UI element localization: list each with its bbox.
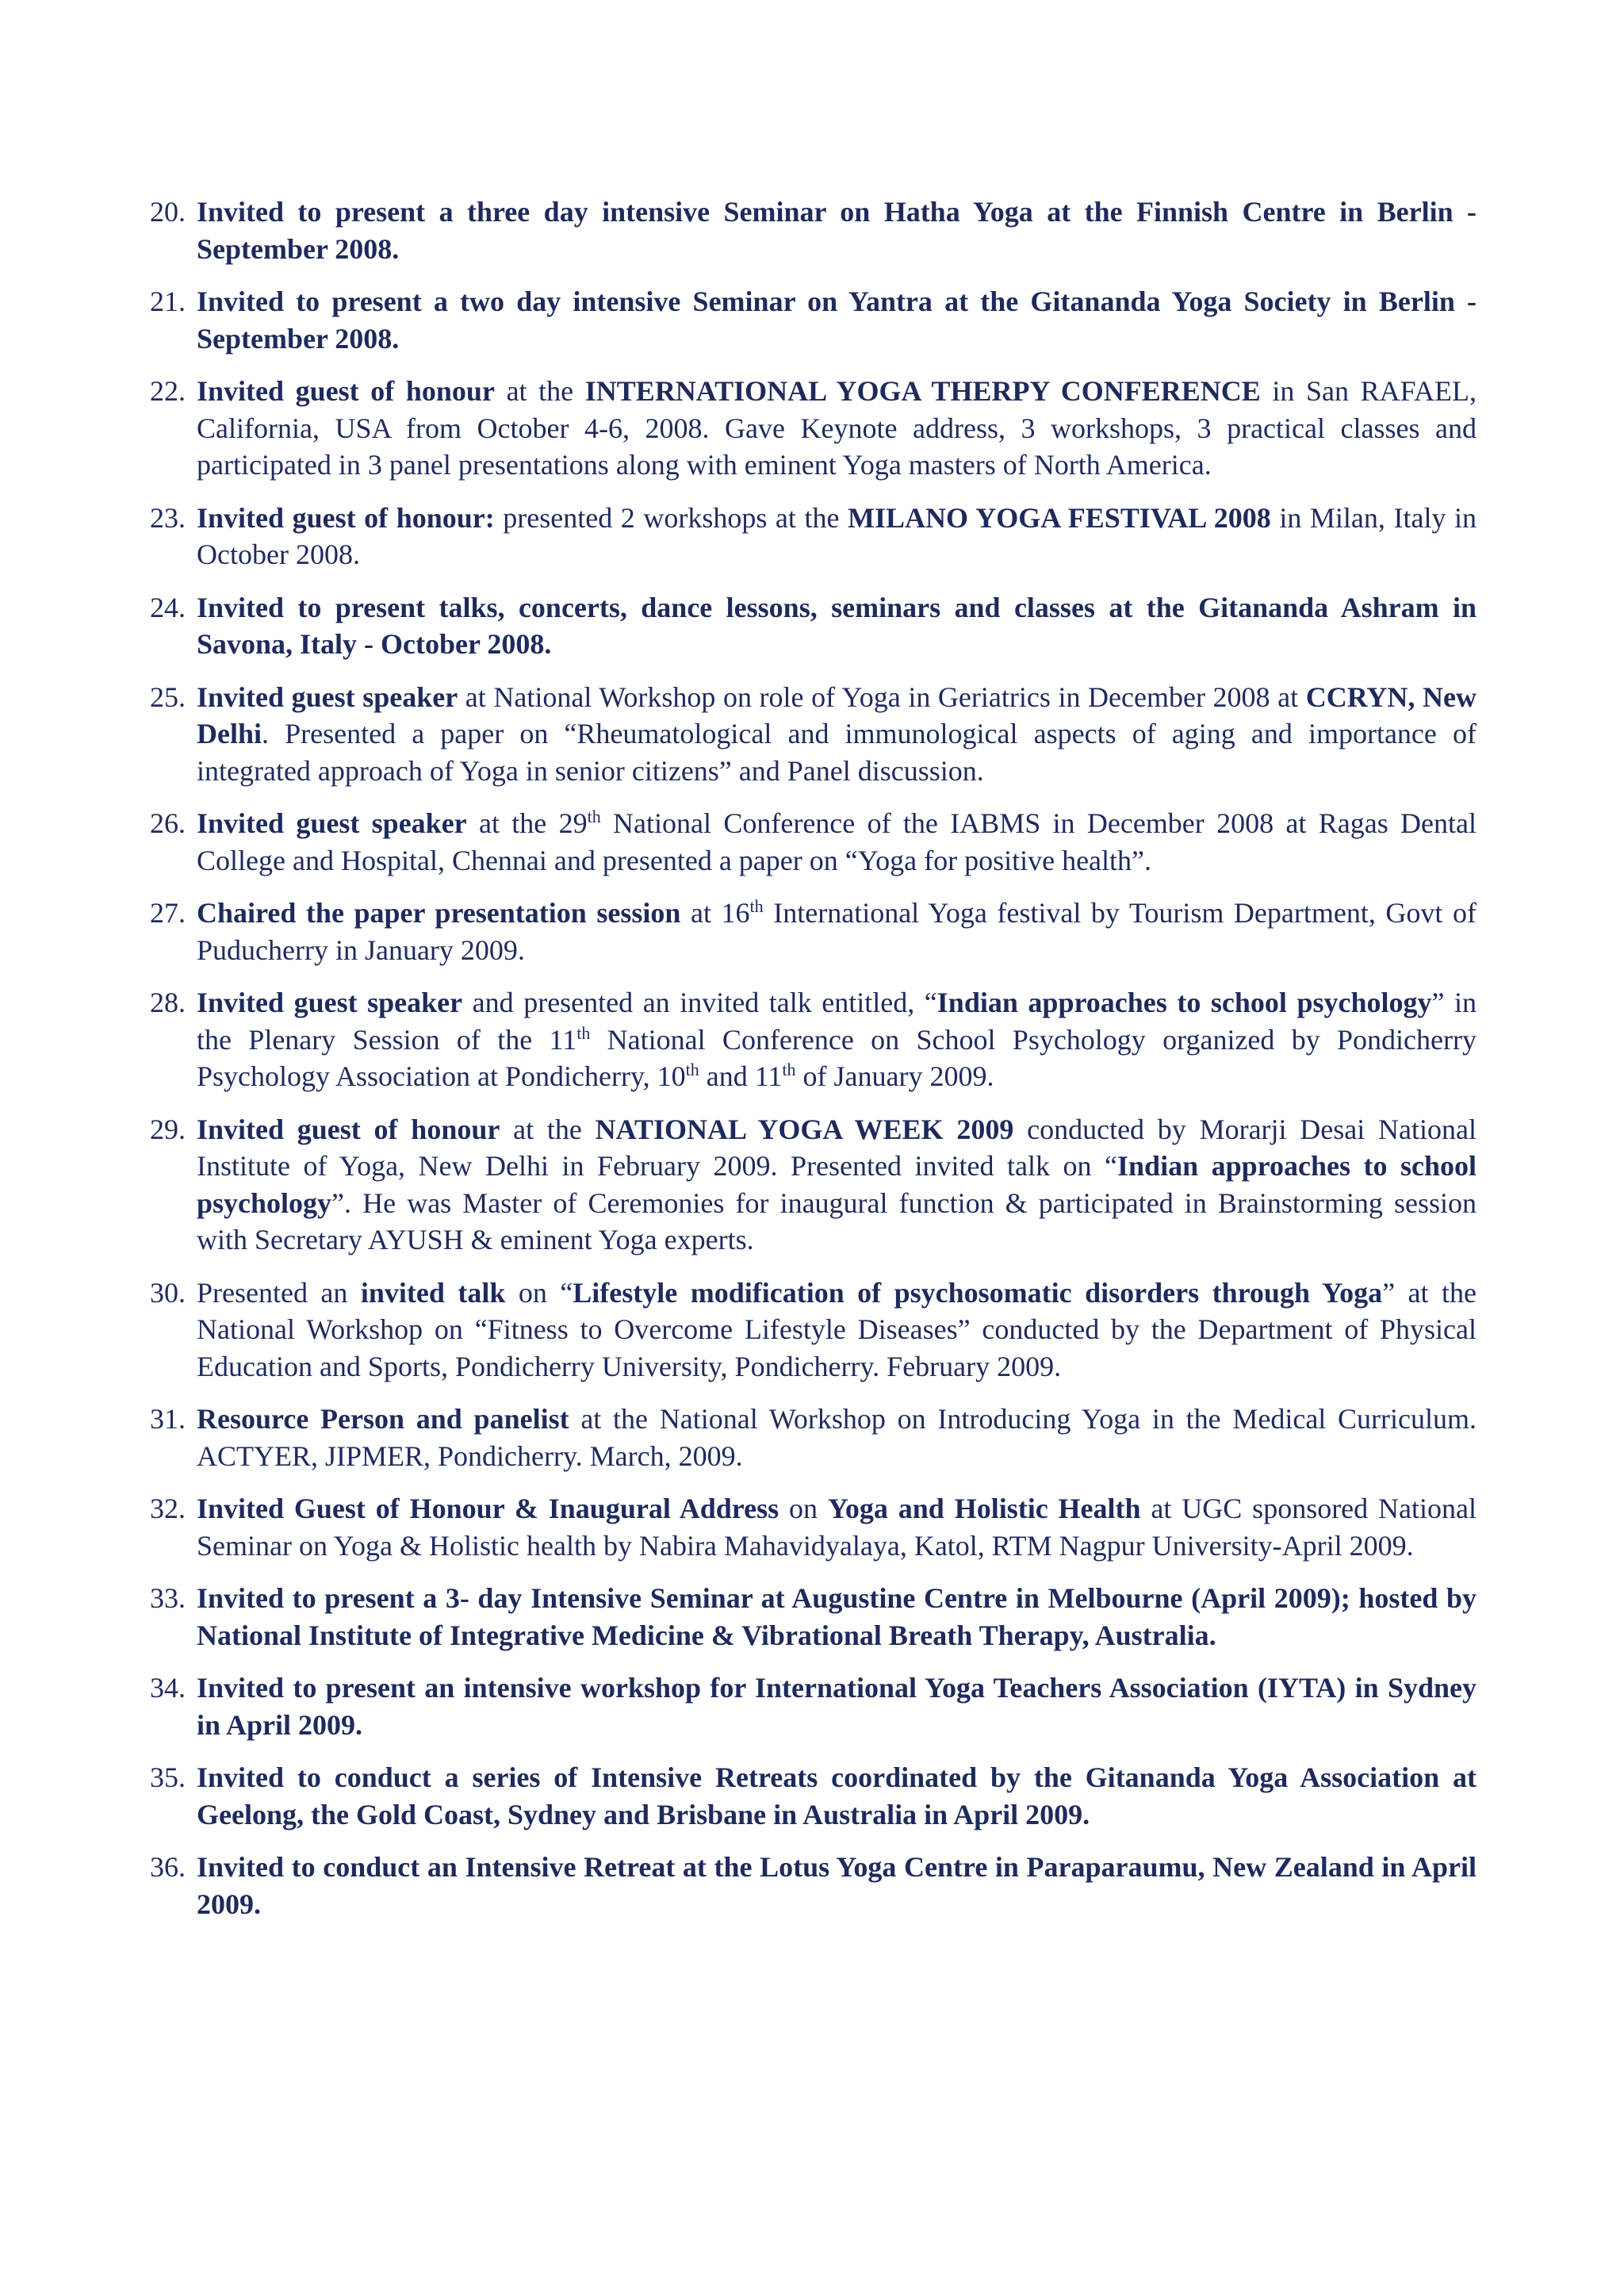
bold-text: Invited Guest of Honour & Inaugural Address — [197, 1493, 779, 1524]
list-item-number: 35. — [150, 1761, 186, 1793]
list-item-text — [197, 679, 1477, 790]
text-run: ”. He was Master of Ceremonies for inaugural function & participated in Brainstorming session with Secretary AYUSH & eminent Yoga experts. — [197, 1186, 1477, 1255]
list-item-number: 28. — [150, 987, 186, 1018]
list-item — [143, 500, 1477, 573]
text-run: ” at the National Workshop on “Fitness to Overcome Lifestyle Diseases” conducted by the Department of Physical Education and Sports, Pondicherry University, Pondicherry. February 2009. — [197, 1276, 1477, 1382]
bold-text: Invited to present talks, concerts, dance lessons, seminars and classes at the Gitananda Ashram in Savona, Italy - October 2008. — [197, 591, 1477, 660]
bold-text: MILANO YOGA FESTIVAL 2008 — [848, 501, 1271, 534]
text-run: . Presented a paper on “Rheumatological and immunological aspects of aging and importance of integrated approach of Yoga in senior citizens” and Panel discussion. — [197, 718, 1477, 787]
list-item — [143, 1849, 1477, 1922]
bold-text: Chaired the paper presentation session — [197, 897, 681, 929]
text-run: and 11 — [699, 1060, 783, 1092]
text-run: in San RAFAEL, California, USA from October 4-6, 2008. Gave Keynote address, 3 workshops, 3 practical classes and participated in 3 panel presentations along with eminent Yoga masters of North America. — [197, 375, 1477, 481]
ordinal-suffix: th — [749, 896, 764, 916]
bold-text: Invited to present a two day intensive Seminar on Yantra at the Gitananda Yoga Society in Berlin -September 2008. — [197, 286, 1477, 355]
list-item-text — [197, 589, 1477, 663]
bold-text: NATIONAL YOGA WEEK 2009 — [595, 1113, 1014, 1145]
list-item-number: 21. — [150, 286, 186, 317]
bold-text: invited talk — [360, 1276, 506, 1309]
list-item — [143, 373, 1477, 484]
text-run: at 16 — [680, 897, 750, 929]
achievement-list — [143, 194, 1477, 1938]
list-item — [143, 1401, 1477, 1474]
ordinal-suffix: th — [576, 1022, 591, 1043]
list-item-number: 24. — [150, 591, 186, 623]
bold-text: Invited to conduct an Intensive Retreat at the Lotus Yoga Centre in Paraparaumu, New Zealand in April 2009. — [197, 1851, 1477, 1920]
text-run: at the — [494, 375, 585, 407]
list-item-number: 32. — [150, 1493, 186, 1524]
list-item — [143, 1669, 1477, 1743]
bold-text: Invited to present an intensive workshop for International Yoga Teachers Association (IYTA) in Sydney in April 2009. — [197, 1672, 1477, 1741]
ordinal-suffix: th — [587, 807, 601, 826]
list-item-text — [197, 895, 1477, 968]
text-run: Presented an — [197, 1276, 361, 1309]
list-item-number: 30. — [150, 1276, 186, 1309]
bold-text: Lifestyle modification of psychosomatic disorders through Yoga — [573, 1276, 1383, 1309]
ordinal-suffix: th — [782, 1060, 796, 1079]
list-item-text — [197, 1669, 1477, 1743]
list-item — [143, 1274, 1477, 1386]
ordinal-suffix: th — [685, 1060, 699, 1079]
list-item-number: 36. — [150, 1851, 186, 1883]
text-run: International Yoga festival by Tourism Department, Govt of Puducherry in January 2009. — [197, 897, 1477, 966]
text-run: in Milan, Italy in October 2008. — [197, 501, 1477, 570]
list-item — [143, 895, 1477, 968]
text-run: presented 2 workshops at the — [494, 501, 848, 534]
list-item-text — [197, 1274, 1477, 1386]
list-item-text — [197, 1759, 1477, 1833]
bold-text: Invited guest speaker — [197, 680, 458, 713]
bold-text: Invited guest of honour: — [197, 501, 495, 534]
list-item-text — [197, 194, 1477, 267]
bold-text: Invited to present a three day intensive Seminar on Hatha Yoga at the Finnish Centre in Berlin -September 2008. — [197, 196, 1477, 265]
bold-text: Resource Person and panelist — [197, 1403, 569, 1435]
text-run: at UGC sponsored National Seminar on Yoga & Holistic health by Nabira Mahavidyalaya, Katol, RTM Nagpur University-April 2009. — [197, 1493, 1477, 1562]
list-item-text — [197, 1580, 1477, 1654]
text-run: at the 29 — [466, 807, 588, 839]
list-item-number: 33. — [150, 1582, 186, 1614]
list-item-text — [197, 805, 1477, 879]
text-run: on “ — [505, 1276, 573, 1309]
list-item-number: 22. — [150, 375, 186, 407]
text-run: National Conference on School Psychology organized by Pondicherry Psychology Association at Pondicherry, 10 — [197, 1023, 1477, 1092]
list-item-number: 26. — [150, 807, 186, 839]
text-run: of January 2009. — [795, 1060, 994, 1092]
list-item-number: 29. — [150, 1113, 186, 1145]
list-item-number: 23. — [150, 501, 186, 534]
text-run: at the National Workshop on Introducing Yoga in the Medical Curriculum. ACTYER, JIPMER, Pondicherry. March, 2009. — [197, 1403, 1477, 1472]
list-item-text — [197, 1849, 1477, 1922]
text-run: National Conference of the IABMS in December 2008 at Ragas Dental College and Hospital, Chennai and presented a paper on “Yoga for positive health”. — [197, 807, 1477, 876]
list-item-text — [197, 1401, 1477, 1474]
bold-text: Invited guest of honour — [197, 375, 495, 407]
bold-text: Invited to present a 3- day Intensive Seminar at Augustine Centre in Melbourne (April 2009); hosted by National Institute of Integrative Medicine & Vibrational Breath Therapy, Australia. — [197, 1582, 1477, 1651]
list-item — [143, 679, 1477, 790]
bold-text: Yoga and Holistic Health — [827, 1493, 1141, 1524]
list-item — [143, 1111, 1477, 1259]
text-run: on — [779, 1493, 828, 1524]
bold-text: Invited guest of honour — [197, 1113, 500, 1145]
list-item-number: 31. — [150, 1403, 186, 1435]
text-run: at the — [500, 1113, 596, 1145]
text-run: conducted by Morarji Desai National Institute of Yoga, New Delhi in February 2009. Presented invited talk on “ — [197, 1113, 1477, 1182]
list-item-text — [197, 373, 1477, 484]
bold-text: Indian approaches to school psychology — [936, 987, 1432, 1018]
list-item — [143, 1580, 1477, 1654]
list-item — [143, 984, 1477, 1095]
list-item-text — [197, 283, 1477, 357]
list-item-number: 20. — [150, 196, 186, 228]
list-item-text — [197, 1490, 1477, 1564]
list-item — [143, 283, 1477, 357]
list-item-number: 27. — [150, 897, 186, 929]
list-item — [143, 1490, 1477, 1564]
list-item — [143, 1759, 1477, 1833]
list-item-number: 34. — [150, 1672, 186, 1704]
bold-text: Invited to conduct a series of Intensive Retreats coordinated by the Gitananda Yoga Association at Geelong, the Gold Coast, Sydney and Brisbane in Australia in April 2009. — [197, 1761, 1477, 1830]
text-run: and presented an invited talk entitled, “ — [462, 987, 937, 1018]
list-item-text — [197, 500, 1477, 573]
bold-text: CCRYN, New Delhi — [197, 680, 1477, 749]
text-run: at National Workshop on role of Yoga in Geriatrics in December 2008 at — [458, 680, 1306, 713]
bold-text: Invited guest speaker — [197, 987, 463, 1018]
bold-text: Indian approaches to school psychology — [197, 1150, 1477, 1219]
list-item — [143, 805, 1477, 879]
bold-text: INTERNATIONAL YOGA THERPY CONFERENCE — [584, 375, 1261, 407]
list-item — [143, 589, 1477, 663]
bold-text: Invited guest speaker — [197, 807, 467, 839]
list-item-number: 25. — [150, 680, 186, 713]
list-item-text — [197, 984, 1477, 1095]
list-item — [143, 194, 1477, 267]
text-run: ” in the Plenary Session of the 11 — [197, 987, 1477, 1056]
list-item-text — [197, 1111, 1477, 1259]
